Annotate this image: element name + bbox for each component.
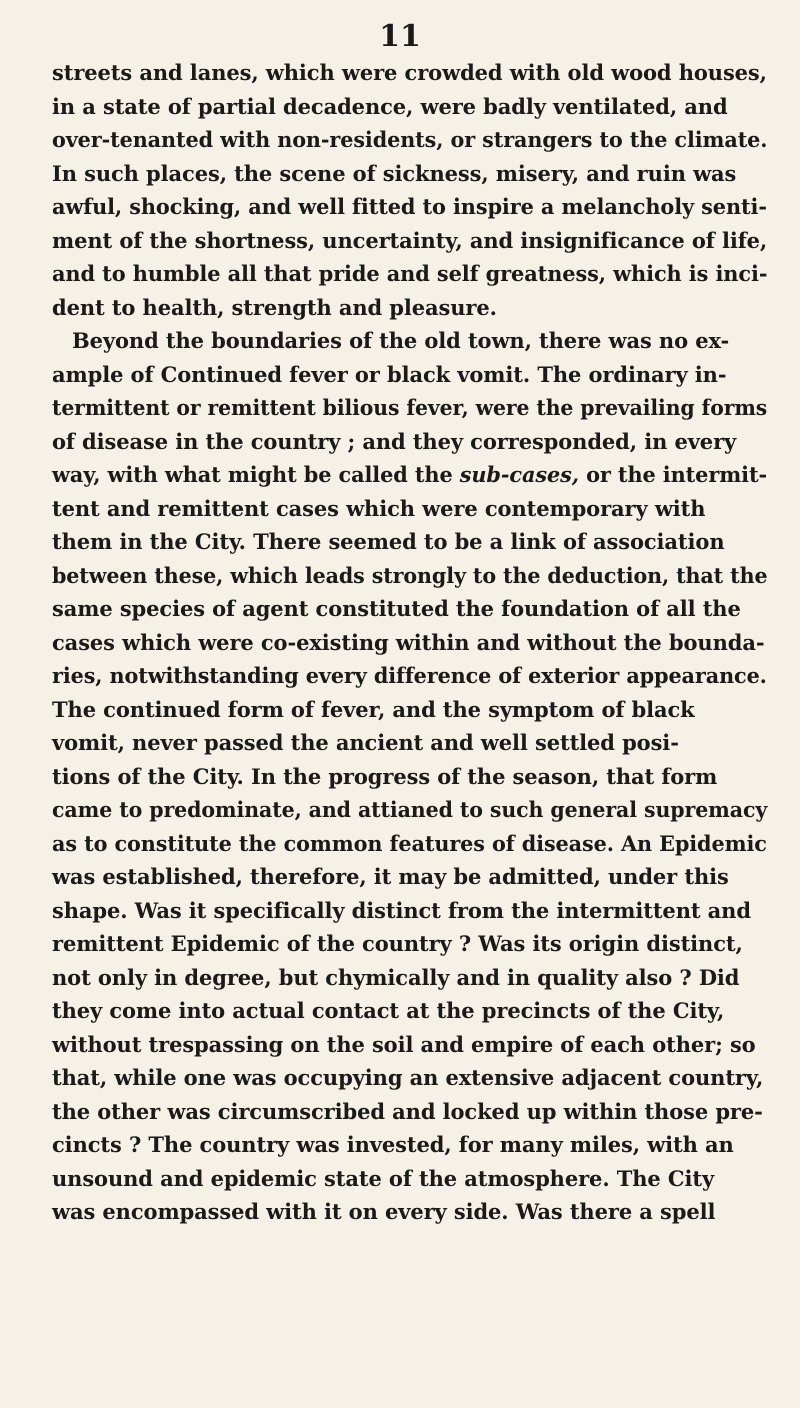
text-line: vomit, never passed the ancient and well settled posi- [52,730,679,755]
text-line: as to constitute the common features of disease. An Epidemic [52,830,767,856]
text-line: of disease in the country ; and they corresponded, in every [52,428,737,454]
text-line-with-italic [52,458,767,492]
text-line: shape. Was it specifically distinct from the intermittent and [52,897,751,923]
text-line: cases which were co-existing within and without the bounda- [52,629,765,655]
text-line: and to humble all that pride and self greatness, which is inci- [52,261,768,286]
text-line: not only in degree, but chymically and in quality also ? Did [52,964,740,990]
page-number: 11 [379,19,421,54]
text-line: ment of the shortness, uncertainty, and insignificance of life, [52,227,768,253]
text-line: over-tenanted with non-residents, or strangers to the climate. [52,127,768,152]
text-line: tions of the City. In the progress of the season, that form [52,763,718,789]
text-line: In such places, the scene of sickness, misery, and ruin was [52,160,737,186]
text-line: that, while one was occupying an extensive adjacent country, [52,1065,764,1090]
text-line: unsound and epidemic state of the atmosphere. The City [52,1165,715,1191]
text-line: them in the City. There seemed to be a link of association [52,529,725,554]
text-line: Beyond the boundaries of the old town, there was no ex- [72,328,730,353]
text-line-start: way, with what might be called the [52,462,460,487]
text-line: tent and remittent cases which were contemporary with [52,495,706,521]
text-line: they come into actual contact at the precincts of the City, [52,998,725,1023]
text-line: in a state of partial decadence, were badly ventilated, and [52,93,728,119]
text-line: between these, which leads strongly to the deduction, that the [52,562,768,588]
text-line: the other was circumscribed and locked up within those pre- [52,1098,763,1124]
text-line: ries, notwithstanding every difference of exterior appearance. [52,663,767,688]
text-line: The continued form of fever, and the symptom of black [52,696,695,722]
text-line: awful, shocking, and well fitted to inspire a melancholy senti- [52,194,767,219]
body-text [52,56,767,1229]
text-line: dent to health, strength and pleasure. [52,294,497,320]
text-line: was encompassed with it on every side. Was there a spell [52,1199,716,1224]
text-line: remittent Epidemic of the country ? Was its origin distinct, [52,931,743,956]
text-line: was established, therefore, it may be admitted, under this [52,864,729,889]
text-line: ample of Continued fever or black vomit. The ordinary in- [52,361,727,387]
text-line: came to predominate, and attianed to such general supremacy [52,797,768,822]
text-line: cincts ? The country was invested, for many miles, with an [52,1132,734,1157]
text-line: without trespassing on the soil and empire of each other; so [52,1031,756,1057]
text-line: termittent or remittent bilious fever, were the prevailing forms [52,395,768,420]
text-line: streets and lanes, which were crowded with old wood houses, [52,60,767,85]
text-line: same species of agent constituted the foundation of all the [52,596,741,621]
text-line-end: or the intermit- [578,462,768,487]
italic-phrase: sub-cases, [459,462,579,487]
